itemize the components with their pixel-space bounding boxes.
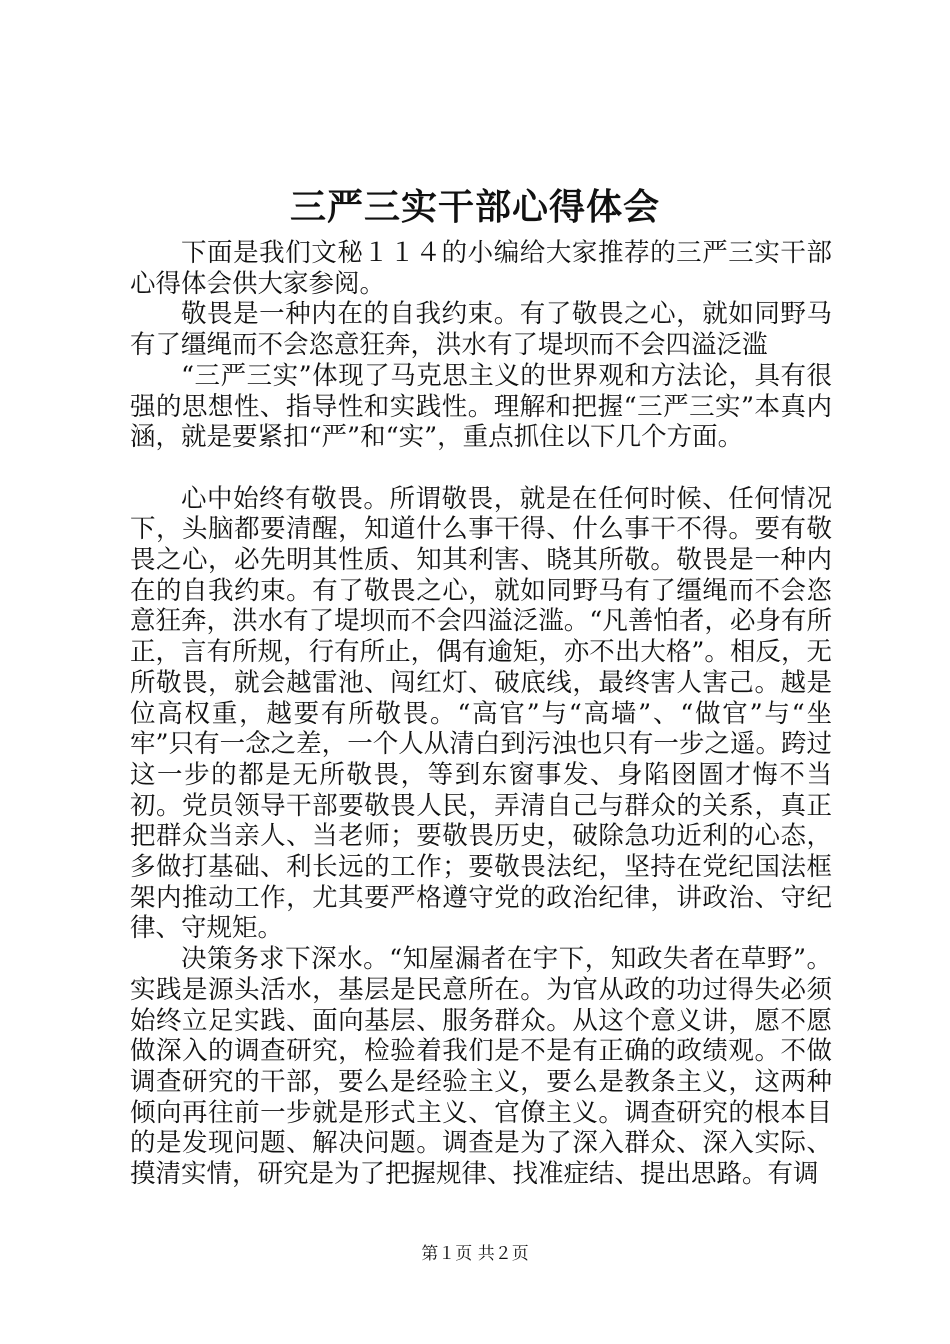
document-title: 三严三实干部心得体会 [289, 186, 660, 228]
document-body [130, 238, 832, 1190]
paragraph-gap [130, 453, 832, 484]
paragraph-intro: 下面是我们文秘１１４的小编给大家推荐的三严三实干部心得体会供大家参阅。 [130, 238, 832, 299]
page-footer: 第１页 共２页 [421, 1244, 529, 1264]
paragraph-awe: 心中始终有敬畏。所谓敬畏，就是在任何时候、任何情况下，头脑都要清醒，知道什么事干得、什么事干不得。要有敬畏之心，必先明其性质、知其利害、晓其所敬。敬畏是一种内在的自我约束。有了敬畏之心，就如同野马有了缰绳而不会恣意狂奔，洪水有了堤坝而不会四溢泛滥。“凡善怕者，必身有所正，言有所规，行有所止，偶有逾矩，亦不出大格”。相反，无所敬畏，就会越雷池、闯红灯、破底线，最终害人害己。越是位高权重，越要有所敬畏。“高官”与“高墙”、“做官”与“坐牢”只有一念之差，一个人从清白到污浊也只有一步之遥。跨过这一步的都是无所敬畏，等到东窗事发、身陷囹圄才悔不当初。党员领导干部要敬畏人民，弄清自己与群众的关系，真正把群众当亲人、当老师；要敬畏历史，破除急功近利的心态，多做打基础、利长远的工作；要敬畏法纪，坚持在党纪国法框架内推动工作，尤其要严格遵守党的政治纪律，讲政治、守纪律、守规矩。 [130, 483, 832, 944]
paragraph-awe-summary: 敬畏是一种内在的自我约束。有了敬畏之心，就如同野马有了缰绳而不会恣意狂奔，洪水有了堤坝而不会四溢泛滥 [130, 299, 832, 361]
paragraph-decision: 决策务求下深水。“知屋漏者在宇下，知政失者在草野”。实践是源头活水，基层是民意所在。为官从政的功过得失必须始终立足实践、面向基层、服务群众。从这个意义讲，愿不愿做深入的调查研究，检验着我们是不是有正确的政绩观。不做调查研究的干部，要么是经验主义，要么是教条主义，这两种倾向再往前一步就是形式主义、官僚主义。调查研究的根本目的是发现问题、解决问题。调查是为了深入群众、深入实际、摸清实情，研究是为了把握规律、找准症结、提出思路。有调 [130, 944, 832, 1190]
paragraph-three-strict: “三严三实”体现了马克思主义的世界观和方法论，具有很强的思想性、指导性和实践性。理解和把握“三严三实”本真内涵，就是要紧扣“严”和“实”，重点抓住以下几个方面。 [130, 360, 832, 453]
